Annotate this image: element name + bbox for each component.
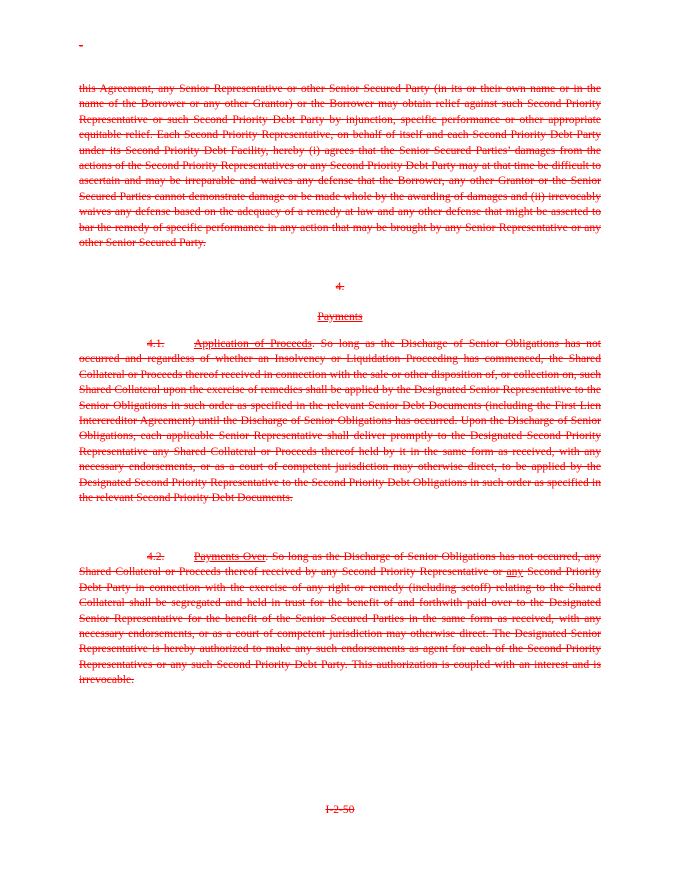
section-4-1-number: 4.1. — [147, 337, 165, 350]
section-4-2-body-before: . So long as the Discharge of Senior Obligations has not occurred, any Shared Collateral or Proceeds thereof received by any Second Priority Representative or — [79, 550, 601, 579]
paragraph-continuation: this Agreement, any Senior Representative or other Senior Secured Party (in its or their own name or in the name of the Borrower or any other Grantor) or the Borrower may obtain relief against such Second Priority Representative or such Second Priority Debt Party by injunction, specific performance or other appropriate equitable relief. Each Second Priority Representative, on behalf of itself and each Second Priority Debt Party under its Second Priority Debt Facility, hereby (i) agrees that the Senior Secured Parties’ damages from the actions of the Second Priority Representatives or any Second Priority Debt Party may at that time be difficult to ascertain and may be irreparable and waives any defense that the Borrower, any other Grantor or the Senior Secured Parties cannot demonstrate damage or be made whole by the awarding of damages and (ii) irrevocably waives any defense based on the adequacy of a remedy at law and any other defense that might be asserted to bar the remedy of specific performance in any action that may be brought by any Senior Representative or any other Senior Secured Party. — [79, 82, 601, 250]
article-number: 4. — [335, 280, 345, 293]
article-title: Payments — [317, 310, 363, 323]
section-4-1-heading: Application of Proceeds — [194, 337, 312, 350]
section-4-2-underlined-word: any — [506, 565, 524, 579]
page-number: I-2-50 — [325, 803, 355, 816]
section-4-1 — [79, 336, 601, 505]
change-mark: - — [79, 38, 83, 52]
section-4-2-number: 4.2. — [147, 550, 165, 563]
section-4-2-body-after: Second Priority Debt Party in connection with the exercise of any right or remedy (including setoff) relating to the Shared Collateral shall be segregated and held in trust for the benefit of and forthwith paid over to the Designated Senior Representative for the benefit of the Senior Secured Parties in the same form as received, with any necessary endorsements, or as a court of competent jurisdiction may otherwise direct. The Designated Senior Representative is hereby authorized to make any such endorsements as agent for each of the Second Priority Representatives or any such Second Priority Debt Party. This authorization is coupled with an interest and is irrevocable. — [79, 565, 601, 687]
section-4-1-body: . So long as the Discharge of Senior Obligations has not occurred and regardless of whether an Insolvency or Liquidation Proceeding has commenced, the Shared Collateral or Proceeds thereof received in connection with the sale or other disposition of, or collection on, such Shared Collateral upon the exercise of remedies shall be applied by the Designated Senior Representative to the Senior Obligations in such order as specified in the relevant Senior Debt Documents (including the First Lien Intercreditor Agreement) until the Discharge of Senior Obligations has occurred. Upon the Discharge of Senior Obligations, each applicable Senior Representative shall deliver promptly to the Designated Second Priority Representative any Shared Collateral or Proceeds thereof held by it in the same form as received, with any necessary endorsements, or as a court of competent jurisdiction may otherwise direct, to be applied by the Designated Second Priority Representative to the Second Priority Debt Obligations in such order as specified in the relevant Second Priority Debt Documents. — [79, 337, 601, 505]
section-4-2 — [79, 549, 601, 688]
section-4-2-heading: Payments Over — [194, 550, 266, 563]
